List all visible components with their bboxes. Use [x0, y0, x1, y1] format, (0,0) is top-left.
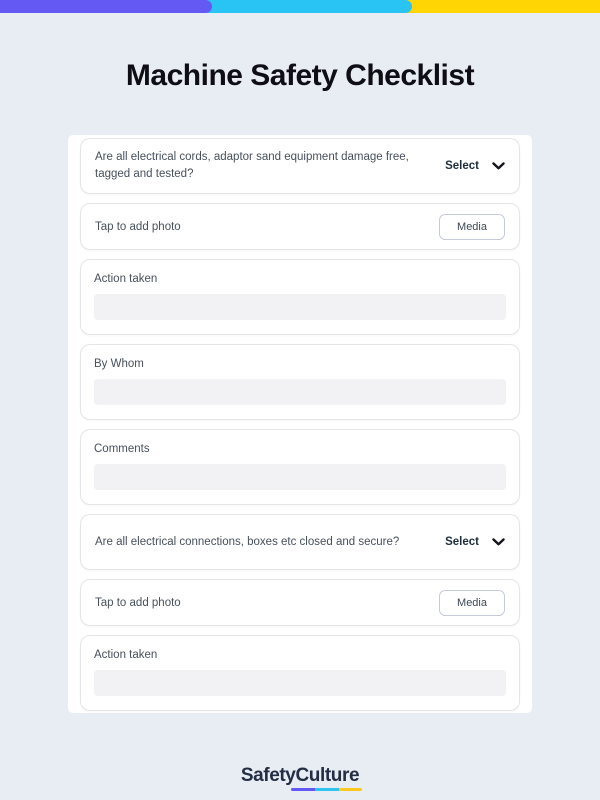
action-taken-input[interactable]	[94, 670, 506, 696]
select-label: Select	[445, 536, 479, 548]
safetyculture-wordmark: SafetyCulture	[240, 765, 360, 786]
select-label: Select	[445, 160, 479, 172]
brand-underline	[291, 788, 362, 791]
question-card	[80, 138, 520, 194]
comments-label: Comments	[94, 443, 150, 455]
action-taken-card	[80, 259, 520, 335]
underline-purple-segment	[291, 788, 315, 791]
photo-card	[80, 579, 520, 626]
by-whom-input[interactable]	[94, 379, 506, 405]
color-bar-purple-segment	[0, 0, 212, 13]
question-card	[80, 514, 520, 570]
underline-cyan-segment	[315, 788, 339, 791]
brand-color-bar	[0, 0, 600, 13]
media-button[interactable]: Media	[439, 214, 505, 240]
action-taken-input[interactable]	[94, 294, 506, 320]
footer	[0, 765, 600, 787]
chevron-down-icon	[492, 538, 505, 546]
response-select[interactable]	[445, 160, 505, 172]
safetyculture-logo	[241, 765, 359, 787]
comments-card	[80, 429, 520, 505]
photo-prompt: Tap to add photo	[95, 596, 181, 609]
by-whom-card	[80, 344, 520, 420]
chevron-down-icon	[492, 162, 505, 170]
action-taken-card	[80, 635, 520, 711]
media-button[interactable]: Media	[439, 590, 505, 616]
response-select[interactable]	[445, 536, 505, 548]
underline-yellow-segment	[339, 788, 363, 791]
photo-card	[80, 203, 520, 250]
by-whom-label: By Whom	[94, 358, 144, 370]
page-title: Machine Safety Checklist	[125, 59, 475, 92]
checklist-sheet	[68, 135, 532, 713]
photo-prompt: Tap to add photo	[95, 220, 181, 233]
comments-input[interactable]	[94, 464, 506, 490]
action-taken-label: Action taken	[94, 273, 158, 285]
question-text: Are all electrical connections, boxes etc closed and secure?	[95, 535, 400, 548]
question-text: Are all electrical cords, adaptor sand equipment damage free, tagged and tested?	[95, 151, 409, 180]
action-taken-label: Action taken	[94, 649, 158, 661]
